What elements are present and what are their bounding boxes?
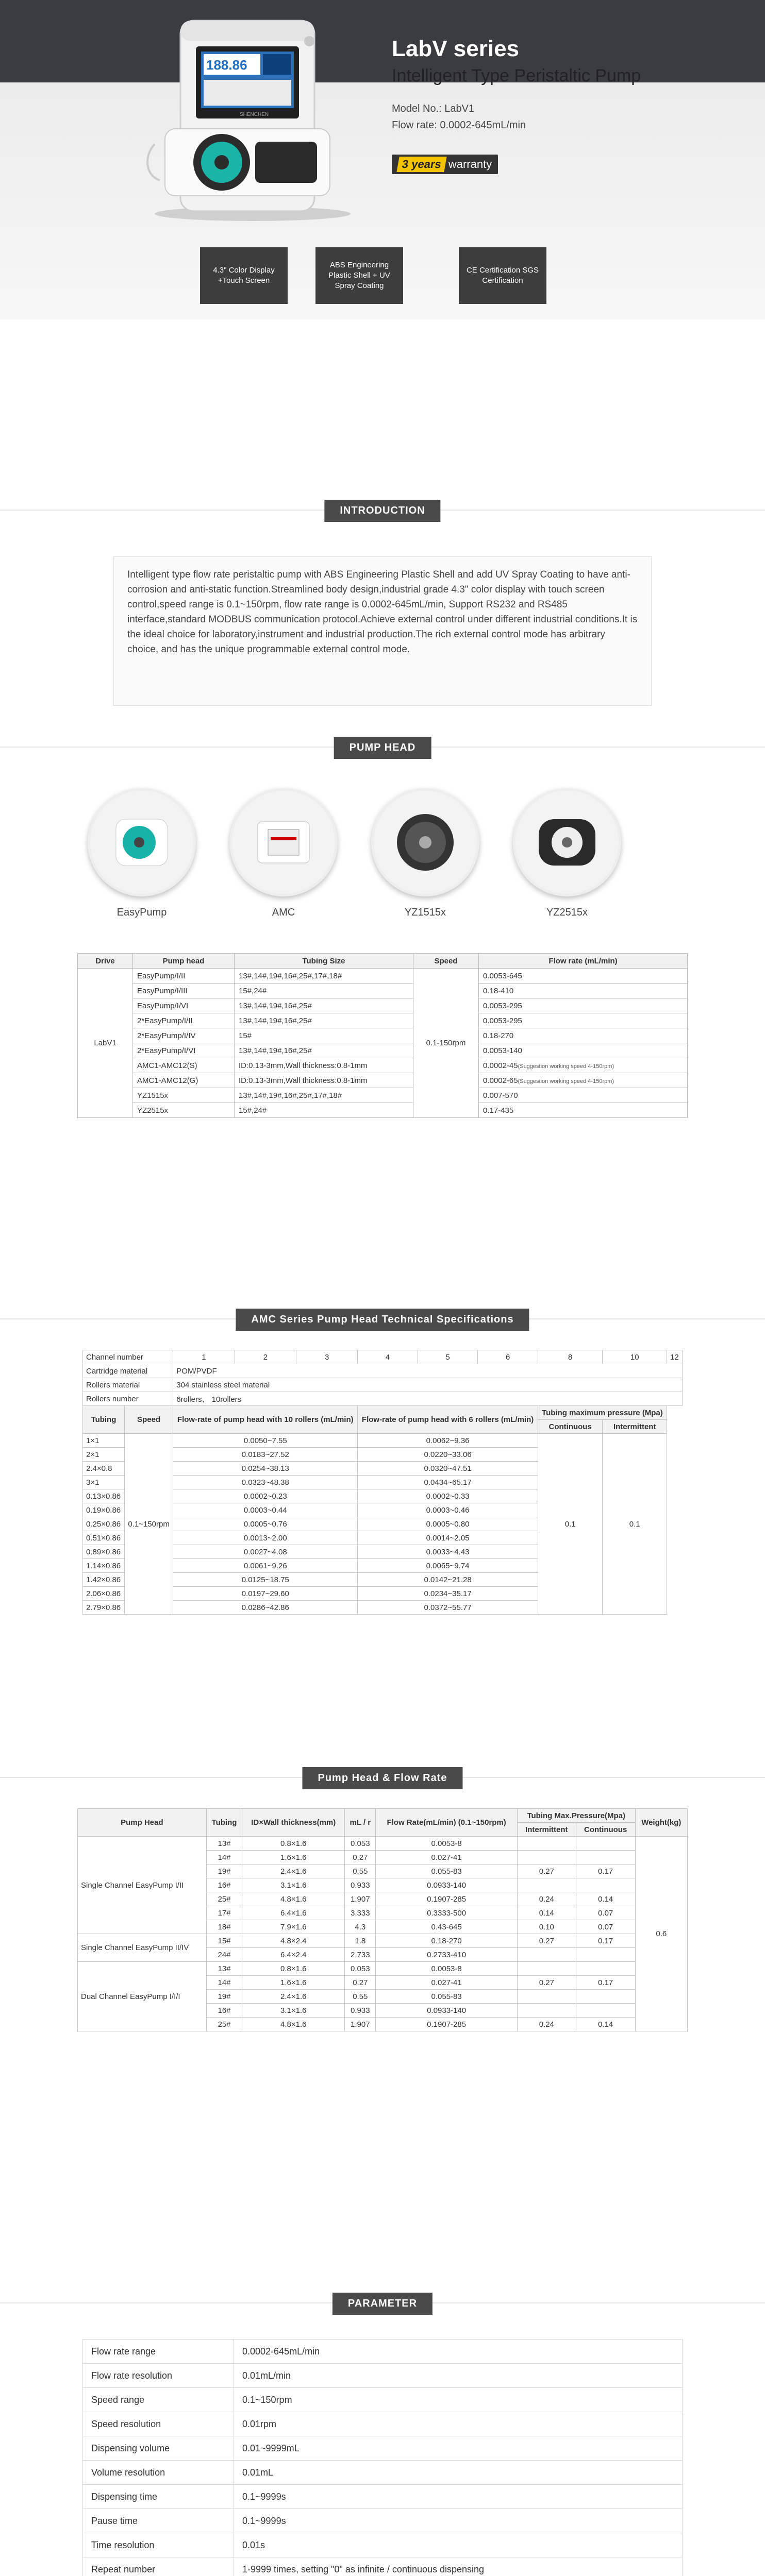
flow-cell: 4.8×1.6	[242, 1892, 345, 1906]
spec-value: 304 stainless steel material	[173, 1378, 683, 1392]
param-label: Volume resolution	[83, 2461, 234, 2485]
flow-cell: 0.0933-140	[376, 1878, 517, 1892]
flow6-cell: 0.0033~4.43	[358, 1545, 538, 1559]
flow-cell: 0.27	[517, 1976, 576, 1990]
flow-cell: 0.0053-8	[376, 1837, 517, 1851]
th-flow: Flow Rate(mL/min) (0.1~150rpm)	[376, 1809, 517, 1837]
flow-cell: 0.18-270	[376, 1934, 517, 1948]
flow-cell: 0.55	[345, 1990, 376, 2004]
flow-value: 0.0053-140	[483, 1046, 522, 1055]
flow6-cell: 0.0065~9.74	[358, 1559, 538, 1573]
pump-head-cell: AMC1-AMC12(S)	[133, 1058, 235, 1073]
tubing-cell: 2.4×0.8	[83, 1462, 125, 1476]
tubing-cell: 1×1	[83, 1434, 125, 1448]
channel-number: 10	[603, 1350, 667, 1364]
flow-cell: 0.55	[345, 1865, 376, 1878]
flow-cell: 2.733	[345, 1948, 376, 1962]
channel-number: 4	[358, 1350, 418, 1364]
flow-cell: 0.14	[517, 1906, 576, 1920]
flow-cell: 0.933	[345, 2004, 376, 2018]
tubing-cell: 13#,14#,19#,16#,25#	[235, 998, 413, 1013]
flow-cell: 0.1907-285	[376, 1892, 517, 1906]
flow-cell: 15#	[206, 1934, 242, 1948]
speed-cell: 0.1~150rpm	[124, 1434, 173, 1615]
flow6-cell: 0.0220~33.06	[358, 1448, 538, 1462]
tubing-cell: 0.51×0.86	[83, 1531, 125, 1545]
warranty-years: 3 years	[396, 157, 446, 172]
channel-number: 5	[418, 1350, 478, 1364]
section-title: PARAMETER	[332, 2293, 433, 2315]
warranty-word: warranty	[448, 158, 492, 171]
th-tubing-size: Tubing Size	[235, 954, 413, 969]
flow-cell: 0.27	[517, 1934, 576, 1948]
param-label: Repeat number	[83, 2557, 234, 2576]
flow-cell: 0.2733-410	[376, 1948, 517, 1962]
flow-cell: 18#	[206, 1920, 242, 1934]
pressure-int: 0.1	[603, 1434, 667, 1615]
th-pump-head: Pump Head	[78, 1809, 207, 1837]
param-value: 0.01mL/min	[234, 2364, 683, 2388]
section-title: PUMP HEAD	[334, 737, 431, 759]
flow-cell: 13#	[206, 1837, 242, 1851]
feature-certification: CE Certification SGS Certification	[459, 247, 546, 304]
tubing-cell: 0.25×0.86	[83, 1517, 125, 1531]
flow6-cell: 0.0372~55.77	[358, 1601, 538, 1615]
flow-cell: 0.27	[517, 1865, 576, 1878]
series-subtitle: Intelligent Type Peristaltic Pump	[392, 66, 641, 86]
param-value: 0.01rpm	[234, 2412, 683, 2436]
param-value: 0.01~9999mL	[234, 2436, 683, 2461]
tubing-cell: 0.89×0.86	[83, 1545, 125, 1559]
tubing-cell: 13#,14#,19#,16#,25#,17#,18#	[235, 1088, 413, 1103]
section-title: AMC Series Pump Head Technical Specifications	[236, 1309, 529, 1331]
channel-number: 3	[296, 1350, 357, 1364]
th-weight: Weight(kg)	[635, 1809, 687, 1837]
pump-head-group: Single Channel EasyPump I/II	[78, 1837, 207, 1934]
tubing-cell: 13#,14#,19#,16#,25#,17#,18#	[235, 969, 413, 984]
flow-value: 0.0053-295	[483, 1016, 522, 1025]
flow-cell: 1.8	[345, 1934, 376, 1948]
tubing-cell: 15#,24#	[235, 1103, 413, 1118]
tubing-cell: 2×1	[83, 1448, 125, 1462]
pump-head-cell: 2*EasyPump/I/II	[133, 1013, 235, 1028]
flow-cell: 25#	[206, 2018, 242, 2031]
flow-cell: 19#	[206, 1865, 242, 1878]
flow-cell: 1.6×1.6	[242, 1976, 345, 1990]
tubing-cell: 13#,14#,19#,16#,25#	[235, 1043, 413, 1058]
param-label: Speed resolution	[83, 2412, 234, 2436]
param-value: 0.01s	[234, 2533, 683, 2557]
flow6-cell: 0.0320~47.51	[358, 1462, 538, 1476]
flow-value: 0.0002-65	[483, 1076, 518, 1085]
th-speed: Speed	[124, 1406, 173, 1434]
flow-cell: 3.1×1.6	[242, 2004, 345, 2018]
flow-cell: 0.027-41	[376, 1976, 517, 1990]
pump-head-cell: AMC1-AMC12(G)	[133, 1073, 235, 1088]
flow-value: 0.0002-45	[483, 1061, 518, 1070]
flow-cell: 7.9×1.6	[242, 1920, 345, 1934]
flow6-cell: 0.0062~9.36	[358, 1434, 538, 1448]
param-value: 1-9999 times, setting "0" as infinite / continuous dispensing	[234, 2557, 683, 2576]
flow-cell: 0.14	[576, 1892, 635, 1906]
drive-name: LabV1	[78, 969, 133, 1118]
flow10-cell: 0.0027~4.08	[173, 1545, 358, 1559]
flow10-cell: 0.0013~2.00	[173, 1531, 358, 1545]
flow-value: 0.0053-295	[483, 1001, 522, 1010]
flow-cell: 1.6×1.6	[242, 1851, 345, 1865]
flow-cell: 0.07	[576, 1906, 635, 1920]
flow-cell: 0.07	[576, 1920, 635, 1934]
pump-head-cell: EasyPump/I/III	[133, 984, 235, 998]
flow-cell: 0.3333-500	[376, 1906, 517, 1920]
section-title: INTRODUCTION	[324, 500, 440, 522]
flow6-cell: 0.0005~0.80	[358, 1517, 538, 1531]
flow-cell: 1.907	[345, 1892, 376, 1906]
param-label: Time resolution	[83, 2533, 234, 2557]
channel-number: 12	[667, 1350, 682, 1364]
flow-cell: 0.17	[576, 1865, 635, 1878]
svg-text:SHENCHEN: SHENCHEN	[240, 112, 269, 117]
flow-cell: 0.8×1.6	[242, 1837, 345, 1851]
flow6-cell: 0.0234~35.17	[358, 1587, 538, 1601]
pressure-cont: 0.1	[538, 1434, 603, 1615]
flow-cell: 0.933	[345, 1878, 376, 1892]
th-id-wall: ID×Wall thickness(mm)	[242, 1809, 345, 1837]
series-title: LabV series	[392, 36, 520, 61]
flow-cell: 3.333	[345, 1906, 376, 1920]
section-title: Pump Head & Flow Rate	[302, 1767, 462, 1789]
param-label: Flow rate range	[83, 2340, 234, 2364]
tubing-cell: 1.42×0.86	[83, 1573, 125, 1587]
th-flow-6: Flow-rate of pump head with 6 rollers (mL/min)	[358, 1406, 538, 1434]
flow10-cell: 0.0197~29.60	[173, 1587, 358, 1601]
flow-cell: 4.8×2.4	[242, 1934, 345, 1948]
pump-head-group: Dual Channel EasyPump I/I/I	[78, 1962, 207, 2031]
flow-cell: 0.43-645	[376, 1920, 517, 1934]
flow-cell: 1.907	[345, 2018, 376, 2031]
flow-cell: 0.17	[576, 1976, 635, 1990]
svg-text:188.86: 188.86	[206, 57, 247, 73]
flow-cell: 3.1×1.6	[242, 1878, 345, 1892]
flow-cell: 0.8×1.6	[242, 1962, 345, 1976]
flow-cell: 0.055-83	[376, 1865, 517, 1878]
flow-cell: 0.027-41	[376, 1851, 517, 1865]
param-value: 0.1~150rpm	[234, 2388, 683, 2412]
flow10-cell: 0.0002~0.23	[173, 1489, 358, 1503]
th-tubing: Tubing	[83, 1406, 125, 1434]
tubing-cell: 1.14×0.86	[83, 1559, 125, 1573]
th-flow-rate: Flow rate (mL/min)	[479, 954, 688, 969]
pump-head-cell: 2*EasyPump/I/IV	[133, 1028, 235, 1043]
flow-value: 0.0053-645	[483, 971, 522, 980]
spec-value: 6rollers、 10rollers	[173, 1392, 683, 1406]
flow10-cell: 0.0254~38.13	[173, 1462, 358, 1476]
flow6-cell: 0.0014~2.05	[358, 1531, 538, 1545]
th-flow-10: Flow-rate of pump head with 10 rollers (mL/min)	[173, 1406, 358, 1434]
flow-cell: 0.27	[345, 1976, 376, 1990]
flow10-cell: 0.0323~48.38	[173, 1476, 358, 1489]
param-label: Dispensing volume	[83, 2436, 234, 2461]
model-number: Model No.: LabV1	[392, 103, 475, 114]
spec-label: Cartridge material	[83, 1364, 173, 1378]
flow-cell: 0.17	[576, 1934, 635, 1948]
flow10-cell: 0.0125~18.75	[173, 1573, 358, 1587]
weight-cell: 0.6	[635, 1837, 687, 2031]
flow-cell: 19#	[206, 1990, 242, 2004]
flow-note: (Suggestion working speed 4-150rpm)	[518, 1078, 614, 1084]
pump-head-cell: EasyPump/I/VI	[133, 998, 235, 1013]
th-tubing: Tubing	[206, 1809, 242, 1837]
channel-label: Channel number	[83, 1350, 173, 1364]
flow10-cell: 0.0005~0.76	[173, 1517, 358, 1531]
flow-cell: 16#	[206, 1878, 242, 1892]
speed-cell: 0.1-150rpm	[413, 969, 479, 1118]
flow-value: 0.18-410	[483, 986, 514, 995]
flow10-cell: 0.0286~42.86	[173, 1601, 358, 1615]
flow-value: 0.18-270	[483, 1031, 514, 1040]
flow-cell: 0.053	[345, 1962, 376, 1976]
flow-cell: 0.14	[576, 2018, 635, 2031]
flow-cell: 0.27	[345, 1851, 376, 1865]
flow-cell: 0.0053-8	[376, 1962, 517, 1976]
pump-head-cell: YZ1515x	[133, 1088, 235, 1103]
flow-cell: 0.24	[517, 2018, 576, 2031]
param-value: 0.1~9999s	[234, 2485, 683, 2509]
flow-cell: 0.24	[517, 1892, 576, 1906]
param-value: 0.01mL	[234, 2461, 683, 2485]
flow-cell: 25#	[206, 1892, 242, 1906]
spec-label: Rollers number	[83, 1392, 173, 1406]
flow-cell: 13#	[206, 1962, 242, 1976]
tubing-cell: 2.79×0.86	[83, 1601, 125, 1615]
flow6-cell: 0.0002~0.33	[358, 1489, 538, 1503]
pump-head-group: Single Channel EasyPump II/IV	[78, 1934, 207, 1962]
pump-head-cell: EasyPump/I/II	[133, 969, 235, 984]
tubing-cell: 2.06×0.86	[83, 1587, 125, 1601]
param-value: 0.1~9999s	[234, 2509, 683, 2533]
flow10-cell: 0.0003~0.44	[173, 1503, 358, 1517]
param-label: Dispensing time	[83, 2485, 234, 2509]
param-label: Speed range	[83, 2388, 234, 2412]
flow-value: 0.17-435	[483, 1106, 514, 1115]
flow-cell: 0.1907-285	[376, 2018, 517, 2031]
flow-cell: 6.4×1.6	[242, 1906, 345, 1920]
flow-cell: 0.055-83	[376, 1990, 517, 2004]
flow-cell: 0.10	[517, 1920, 576, 1934]
pump-head-label: EasyPump	[117, 907, 167, 918]
channel-number: 2	[235, 1350, 296, 1364]
channel-number: 1	[173, 1350, 235, 1364]
flow-cell: 2.4×1.6	[242, 1865, 345, 1878]
param-value: 0.0002-645mL/min	[234, 2340, 683, 2364]
th-intermittent: Intermittent	[603, 1420, 667, 1434]
flow-cell: 17#	[206, 1906, 242, 1920]
pump-head-cell: 2*EasyPump/I/VI	[133, 1043, 235, 1058]
param-label: Pause time	[83, 2509, 234, 2533]
feature-shell: ABS Engineering Plastic Shell + UV Spray Coating	[315, 247, 403, 304]
th-continuous: Continuous	[576, 1823, 635, 1837]
tubing-cell: 0.19×0.86	[83, 1503, 125, 1517]
tubing-cell: ID:0.13-3mm,Wall thickness:0.8-1mm	[235, 1058, 413, 1073]
th-intermittent: Intermittent	[517, 1823, 576, 1837]
th-ml-r: mL / r	[345, 1809, 376, 1837]
flow-cell: 16#	[206, 2004, 242, 2018]
pump-head-cell: YZ2515x	[133, 1103, 235, 1118]
pump-head-label: YZ1515x	[404, 907, 446, 918]
flow-cell: 0.053	[345, 1837, 376, 1851]
pump-head-label: AMC	[272, 907, 295, 918]
th-speed: Speed	[413, 954, 479, 969]
flow-value: 0.007-570	[483, 1091, 518, 1100]
channel-number: 6	[478, 1350, 538, 1364]
flow6-cell: 0.0003~0.46	[358, 1503, 538, 1517]
spec-value: POM/PVDF	[173, 1364, 683, 1378]
th-pressure: Tubing Max.Pressure(Mpa)	[517, 1809, 635, 1823]
flow-cell: 4.8×1.6	[242, 2018, 345, 2031]
th-drive: Drive	[78, 954, 133, 969]
flow10-cell: 0.0061~9.26	[173, 1559, 358, 1573]
flow-cell: 6.4×2.4	[242, 1948, 345, 1962]
flow-cell: 0.0933-140	[376, 2004, 517, 2018]
th-pressure: Tubing maximum pressure (Mpa)	[538, 1406, 667, 1420]
flow6-cell: 0.0142~21.28	[358, 1573, 538, 1587]
flow-rate-line: Flow rate: 0.0002-645mL/min	[392, 120, 526, 131]
th-continuous: Continuous	[538, 1420, 603, 1434]
flow-cell: 4.3	[345, 1920, 376, 1934]
channel-number: 8	[538, 1350, 603, 1364]
flow10-cell: 0.0050~7.55	[173, 1434, 358, 1448]
param-label: Flow rate resolution	[83, 2364, 234, 2388]
flow-cell: 14#	[206, 1976, 242, 1990]
flow6-cell: 0.0434~65.17	[358, 1476, 538, 1489]
flow-cell: 2.4×1.6	[242, 1990, 345, 2004]
tubing-cell: 3×1	[83, 1476, 125, 1489]
tubing-cell: 15#	[235, 1028, 413, 1043]
introduction-text: Intelligent type flow rate peristaltic pump with ABS Engineering Plastic Shell and add UV Spray Coating to have anti-corrosion and anti-static function.Streamlined body design,industrial grade 4.3" color display with touch screen control,speed range is 0.1~150rpm, flow rate range is 0.0002-645mL/min, Support RS232 and RS485 interface,standard MODBUS communication protocol.Achieve external control under different industrial conditions.It is the ideal choice for laboratory,instrument and industrial production.The rich external control mode has arbitrary choice, and has the unique programmable external control mode.	[113, 556, 652, 706]
tubing-cell: 13#,14#,19#,16#,25#	[235, 1013, 413, 1028]
pump-head-label: YZ2515x	[546, 907, 588, 918]
flow-cell: 24#	[206, 1948, 242, 1962]
spec-label: Rollers material	[83, 1378, 173, 1392]
th-pump-head: Pump head	[133, 954, 235, 969]
tubing-cell: ID:0.13-3mm,Wall thickness:0.8-1mm	[235, 1073, 413, 1088]
flow-note: (Suggestion working speed 4-150rpm)	[518, 1063, 614, 1070]
tubing-cell: 15#,24#	[235, 984, 413, 998]
flow10-cell: 0.0183~27.52	[173, 1448, 358, 1462]
flow-cell: 14#	[206, 1851, 242, 1865]
feature-display: 4.3" Color Display +Touch Screen	[200, 247, 288, 304]
tubing-cell: 0.13×0.86	[83, 1489, 125, 1503]
